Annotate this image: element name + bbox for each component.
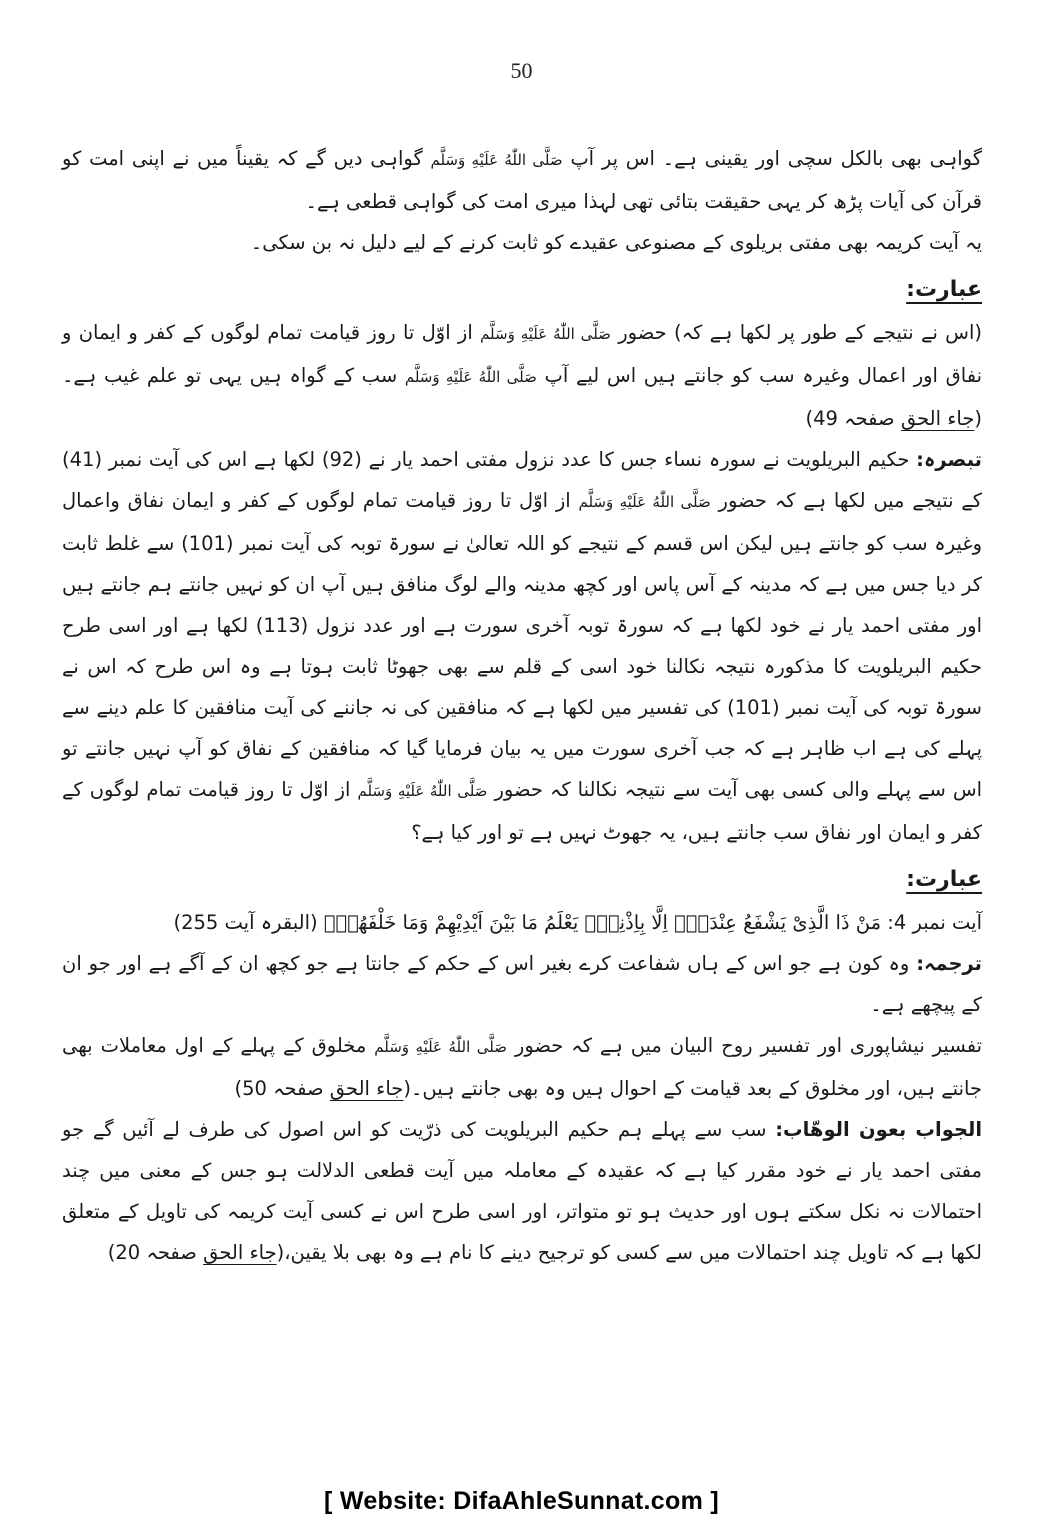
text: تفسیر نیشاپوری اور تفسیر روح البیان میں ہے کہ حضور [514, 1034, 983, 1057]
jawab-label: الجواب بعون الوھّاب: [775, 1118, 982, 1141]
salawat: صَلَّى اللّٰهُ عَلَيْهِ وَسَلَّم [374, 1038, 507, 1056]
quran-verse: مَنْ ذَا الَّذِیْ یَشْفَعُ عِنْدَهٗۤ اِلَّا بِاِذْنِهٖؕ یَعْلَمُ مَا بَیْنَ اَیْدِیْهِمْ وَمَا خَلْفَهُمْۚ [323, 911, 882, 934]
section-heading-ibarat: عبارت: [906, 277, 982, 302]
reference-jaa-ul-haq: جاء الحق [900, 407, 975, 430]
salawat: صَلَّى اللّٰهُ عَلَيْهِ وَسَلَّم [578, 493, 711, 511]
tarjuma-label: ترجمہ: [916, 952, 982, 975]
tabsira-label: تبصرہ: [916, 448, 982, 471]
salawat: صَلَّى اللّٰهُ عَلَيْهِ وَسَلَّم [404, 368, 537, 386]
text: از اوّل تا روز قیامت تمام لوگوں کے کفر و ایمان اور نفاق سب جانتے ہیں، یہ جھوٹ نہیں ہے تو اور کیا ہے؟ [62, 778, 982, 844]
tarjuma-paragraph [62, 943, 982, 1025]
reference-jaa-ul-haq: جاء الحق [329, 1077, 404, 1100]
tafsir-paragraph [62, 1025, 982, 1109]
salawat: صَلَّى اللّٰهُ عَلَيْهِ وَسَلَّم [480, 325, 611, 343]
paragraph-1 [62, 138, 982, 222]
jawab-paragraph [62, 1109, 982, 1273]
text: گواہی دیں گے کہ یقیناً میں نے اپنی امت کو قرآن کی آیات پڑھ کر یہی حقیقت بتائی تھی لہذا میری امت کی گواہی قطعی ہے۔ [62, 147, 982, 213]
page-body [62, 138, 982, 1273]
ayat-prefix: آیت نمبر 4: [887, 911, 982, 934]
text: صفحہ 49) [805, 407, 895, 430]
text: گواہی بھی بالکل سچی اور یقینی ہے۔ اس پر آپ [570, 147, 983, 170]
text: سب سے پہلے ہم حکیم البریلویت کی ذرّیت کو اس اصول کی طرف لے آئیں گے جو مفتی احمد یار نے خود مقرر کیا ہے کہ عقیدہ کے معاملہ میں آیت قطعی الدلالت ہو جس کے معنی میں چند احتمالات نہ نکل سکتے ہوں اور حدیث ہو تو متواتر، اور اسی طرح اس نے کسی آیت کریمہ کی تاویل کے متعلق لکھا ہے کہ تاویل چند احتمالات میں سے کسی کو ترجیح دینے کا نام ہے وہ بھی بلا یقین،( [62, 1118, 982, 1264]
text: از اوّل تا روز قیامت تمام لوگوں کے کفر و ایمان و نفاق اور اعمال وغیرہ سب کو جانتے ہیں اس لیے آپ [62, 321, 983, 387]
text: سب کے گواہ ہیں یہی تو علم غیب ہے۔( [62, 364, 982, 430]
text: وہ کون ہے جو اس کے ہاں شفاعت کرے بغیر اس کے حکم کے جانتا ہے جو کچھ ان کے آگے ہے اور جو ان کے پیچھے ہے۔ [62, 952, 982, 1016]
reference-jaa-ul-haq: جاء الحق [203, 1241, 277, 1264]
ibarat-1 [62, 312, 982, 439]
tabsira-paragraph [62, 439, 982, 853]
ayat-4 [62, 902, 982, 943]
website-footer: [ Website: DifaAhleSunnat.com ] [324, 1487, 719, 1515]
salawat: صَلَّى اللّٰهُ عَلَيْهِ وَسَلَّم [430, 151, 563, 169]
text: حکیم البریلویت نے سورہ نساء جس کا عدد نزول مفتی احمد یار نے (92) لکھا ہے اس کی آیت نمبر (41) کے نتیجے میں لکھا ہے کہ حضور [62, 448, 982, 512]
paragraph-2: یہ آیت کریمہ بھی مفتی بریلوی کے مصنوعی عقیدے کو ثابت کرنے کے لیے دلیل نہ بن سکی۔ [250, 231, 982, 254]
section-heading-ibarat-2: عبارت: [906, 867, 982, 892]
text: صفحہ 50) [234, 1077, 324, 1100]
text: مخلوق کے پہلے کے اول معاملات بھی جانتے ہیں، اور مخلوق کے بعد قیامت کے احوال ہیں وہ بھی جانتے ہیں۔( [62, 1034, 982, 1100]
text: از اوّل تا روز قیامت تمام لوگوں کے کفر و ایمان نفاق واعمال وغیرہ سب کو جانتے ہیں لیکن اس قسم کے نتیجے کو اللہ تعالیٰ نے سورۃ توبہ کی آیت نمبر (101) سے غلط ثابت کر دیا جس میں ہے کہ مدینہ کے آس پاس اور کچھ مدینہ والے لوگ منافق ہیں آپ ان کو نہیں جانتے ہم جانتے ہیں اور مفتی احمد یار نے خود لکھا ہے کہ سورۃ توبہ آخری سورت ہے اور عدد نزول (113) لکھا ہے اور اسی طرح حکیم البریلویت کا مذکورہ نتیجہ نکالنا خود اسی کے قلم سے بھی جھوٹا ثابت ہوتا ہے وہ اس طرح کہ اس نے سورۃ توبہ کی آیت نمبر (101) کی تفسیر میں لکھا ہے کہ منافقین کی نہ جاننے کی آیت منافقین کا علم دینے سے پہلے کی ہے اب ظاہر ہے کہ جب آخری سورت میں یہ بیان فرمایا گیا کہ منافقین کے نفاق کو آپ نہیں جانتے تو اس سے پہلے والی کسی بھی آیت سے نتیجہ نکالنا کہ حضور [62, 489, 983, 801]
page-number: 50 [510, 58, 533, 83]
salawat: صَلَّى اللّٰهُ عَلَيْهِ وَسَلَّم [357, 782, 488, 800]
ayat-reference: (البقرہ آیت 255) [173, 911, 318, 934]
text: صفحہ 20) [107, 1241, 197, 1264]
text: (اس نے نتیجے کے طور پر لکھا ہے کہ) حضور [618, 321, 983, 344]
